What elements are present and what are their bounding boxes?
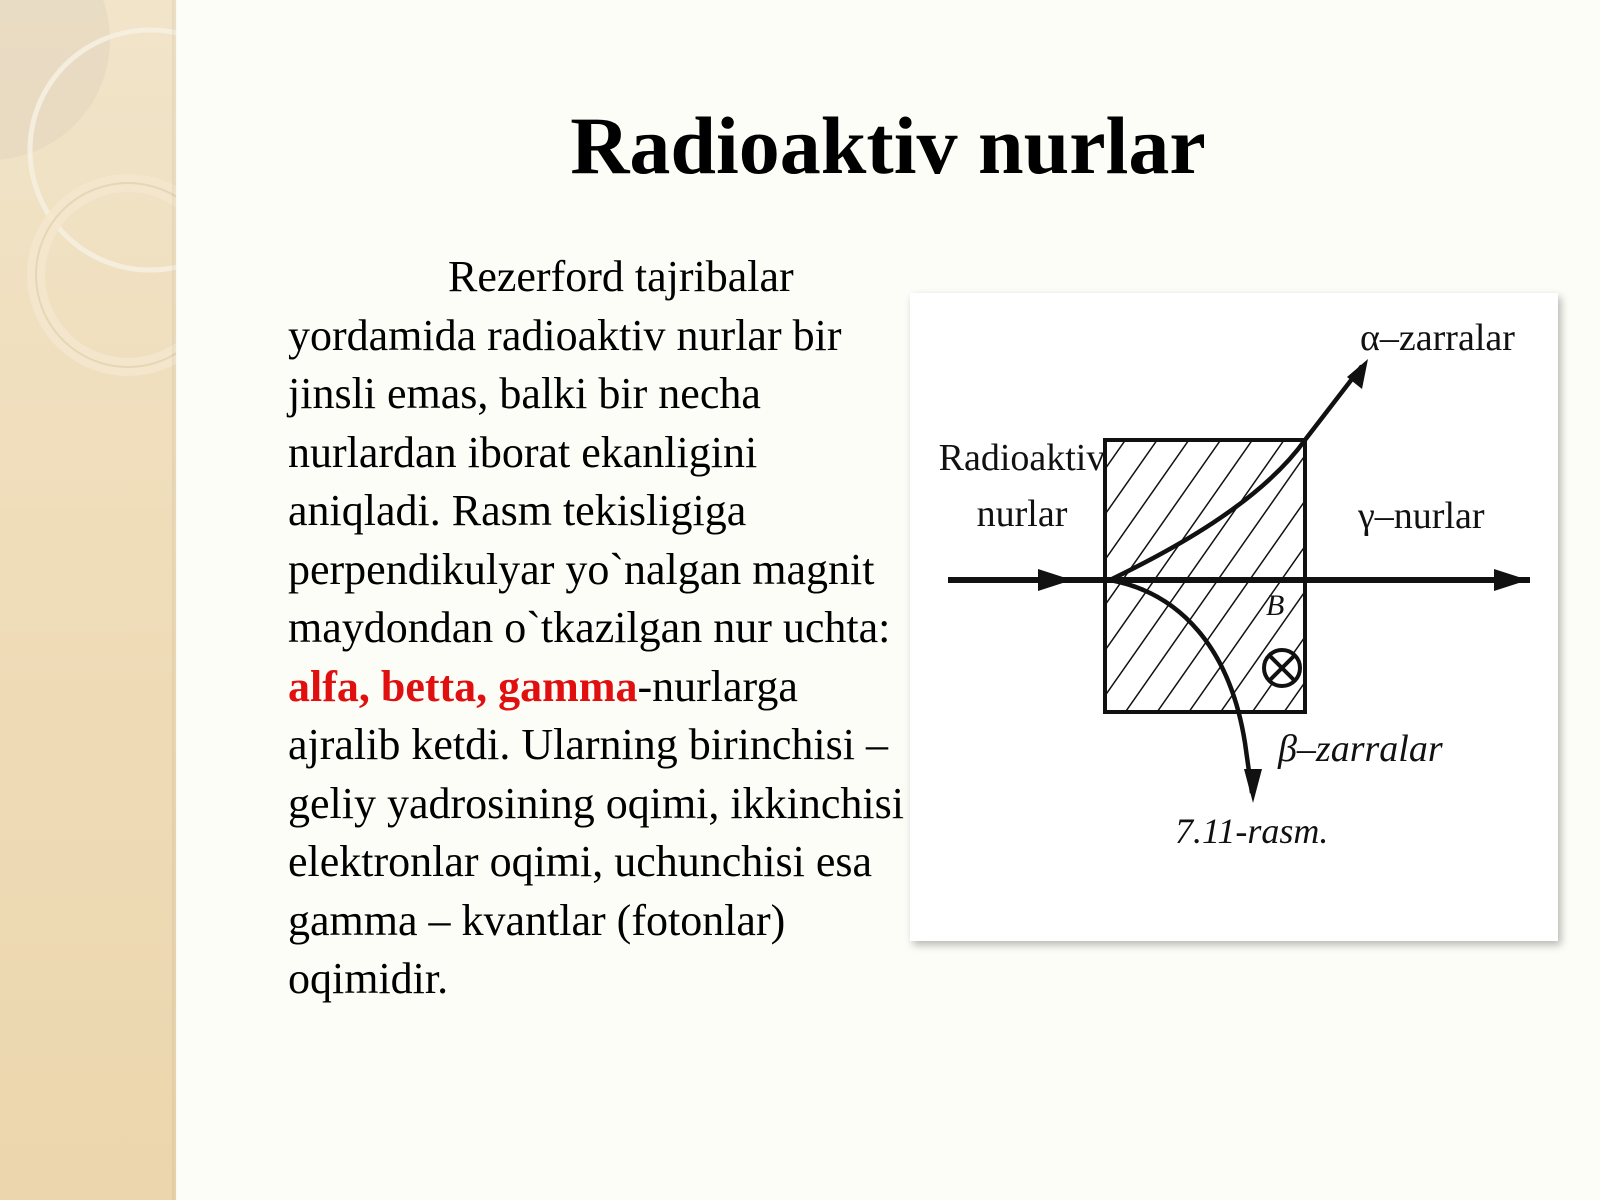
paragraph-text-end: -nurlarga ajralib ketdi. Ularning birinchisi – geliy yadrosining oqimi, ikkinchisi elektronlar oqimi, uchunchisi esa gamma – kvantlar (fotonlar) oqimidir. — [288, 661, 904, 1003]
gamma-arrow-icon — [1494, 569, 1528, 591]
decorative-sidebar — [0, 0, 176, 1200]
paragraph-text: Rezerford tajribalar yordamida radioaktiv nurlar bir jinsli emas, balki bir necha nurlardan iborat ekanligini aniqladi. Rasm tekisligiga perpendikulyar yo`nalgan magnit maydondan o`tkazilgan nur uchta: — [288, 252, 891, 652]
field-label: B — [1266, 589, 1285, 622]
diagram-svg — [910, 293, 1558, 941]
incoming-label-line1: Radioaktiv — [938, 437, 1106, 479]
beta-arrow-icon — [1244, 769, 1262, 803]
slide-title: Radioaktiv nurlar — [570, 100, 1206, 191]
gamma-label: γ–nurlar — [1358, 495, 1485, 537]
incoming-label-line2: nurlar — [976, 493, 1068, 535]
rutherford-diagram — [910, 293, 1558, 941]
highlighted-rays: alfa, betta, gamma — [288, 661, 638, 711]
incoming-arrow-icon — [1038, 569, 1072, 591]
body-paragraph — [288, 248, 908, 1009]
beta-label: β–zarralar — [1278, 728, 1443, 770]
decorative-rings — [0, 0, 176, 1200]
circle-cross-icon — [1264, 650, 1300, 686]
figure-caption: 7.11-rasm. — [1175, 811, 1329, 851]
alpha-label: α–zarralar — [1360, 317, 1515, 359]
